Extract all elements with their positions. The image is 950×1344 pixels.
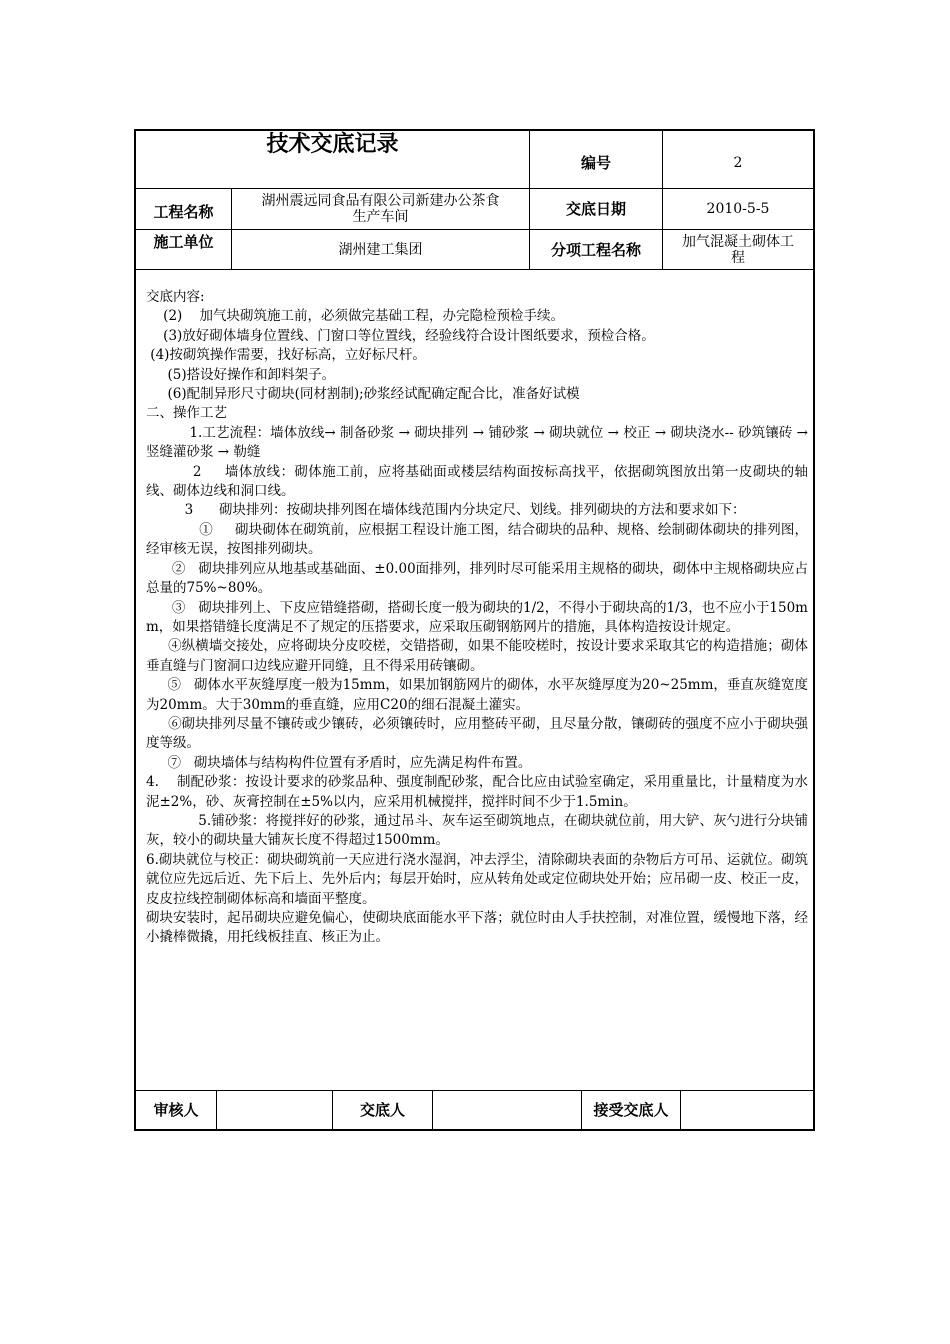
- document-title: 技术交底记录: [266, 132, 399, 157]
- content-paragraph: (3)放好砌体墙身位置线、门窗口等位置线，经验线符合设计图纸要求，预检合格。: [146, 327, 655, 344]
- content-paragraph: 4. 制配砂浆：按设计要求的砂浆品种、强度制配砂浆，配合比应由试验室确定，采用重量比，计量精度为水泥±2%，砂、灰膏控制在±5%以内，应采用机械搅拌，搅拌时间不少于1.5min。: [146, 774, 808, 810]
- date-value: 2010-5-5: [706, 201, 770, 217]
- content-paragraph: 6.砌块就位与校正：砌块砌筑前一天应进行浇水湿润，冲去浮尘，清除砌块表面的杂物后方可吊、运就位。砌筑就位应先远后近、先下后上、先外后内；每层开始时，应从转角处或定位砌块处开始；应吊砌一皮、校正一皮，皮皮拉线控制砌体标高和墙面平整度。: [146, 851, 808, 907]
- sub-project-label: 分项工程名称: [550, 240, 641, 259]
- content-paragraph: 3 砌块排列：按砌块排列图在墙体线范围内分块定尺、划线。排列砌块的方法和要求如下：: [146, 502, 746, 519]
- content-paragraph: 1.工艺流程：墙体放线→ 制备砂浆 → 砌块排列 → 铺砂浆 → 砌块就位 → 校正 → 砌块浇水-- 砂筑镶砖 → 竖缝灌砂浆 → 勒缝: [146, 424, 813, 461]
- contractor-value: 湖州建工集团: [338, 241, 423, 258]
- sub-project-value: 加气混凝土砌体工程: [682, 233, 794, 266]
- content-paragraph: (4)按砌筑操作需要，找好标高，立好标尺杆。: [146, 347, 426, 364]
- content-paragraph: 2 墙体放线：砌体施工前，应将基础面或楼层结构面按标高找平，依据砌筑图放出第一皮砌块的轴线、砌体边线和洞口线。: [146, 463, 809, 500]
- number-label: 编号: [580, 153, 611, 172]
- content-paragraph: ② 砌块排列应从地基或基础面、±0.00面排列，排列时尽可能采用主规格的砌块，砌体中主规格砌块应占总量的75%~80%。: [146, 560, 808, 597]
- content-paragraph: (2) 加气块砌筑施工前，必须做完基础工程，办完隐检预检手续。: [146, 308, 564, 325]
- content-paragraph: ⑤ 砌体水平灰缝厚度一般为15mm，如果加钢筋网片的砌体，水平灰缝厚度为20~25mm，垂直灰缝宽度为20mm。大于30mm的垂直缝，应用C20的细石混凝土灌实。: [146, 677, 808, 713]
- receiver-field[interactable]: [681, 1091, 813, 1129]
- content-paragraph: ① 砌块砌体在砌筑前，应根据工程设计施工图，结合砌块的品种、规格、绘制砌体砌块的排列图，经审核无误，按图排列砌块。: [146, 521, 808, 558]
- reviewer-label: 审核人: [153, 1101, 199, 1119]
- content-paragraph: (5)搭设好操作和卸料架子。: [146, 366, 336, 383]
- content-paragraph: ③ 砌块排列上、下皮应错缝搭砌，搭砌长度一般为砌块的1/2，不得小于砌块高的1/3，也不应小于150mm，如果搭错缝长度满足不了规定的压搭要求，应采取压砌钢筋网片的措施，具体构造按设计规定。: [146, 599, 808, 635]
- content-paragraph: (6)配制异形尺寸砌块(同材割制);砂浆经试配确定配合比，准备好试模: [146, 386, 580, 403]
- reviewer-field[interactable]: [217, 1091, 332, 1129]
- content-paragraph: 交底内容:: [146, 289, 205, 305]
- project-name-value: 湖州震远同食品有限公司新建办公茶食生产车间: [261, 193, 500, 225]
- content-paragraph: 二、操作工艺: [146, 405, 227, 422]
- content-paragraph: 砌块安装时，起吊砌块应避免偏心，使砌块底面能水平下落；就位时由人手扶控制，对准位置，缓慢地下落，经小撬棒微撬，用托线板挂直、核正为止。: [146, 910, 808, 946]
- content-paragraph: 5.铺砂浆：将搅拌好的砂浆，通过吊斗、灰车运至砌筑地点，在砌块就位前，用大铲、灰勺进行分块铺灰，较小的砌块量大铺灰长度不得超过1500mm。: [146, 812, 808, 849]
- disclosure-record-table: [134, 129, 815, 1131]
- presenter-label: 交底人: [359, 1101, 405, 1119]
- presenter-field[interactable]: [433, 1091, 581, 1129]
- date-label: 交底日期: [565, 200, 626, 218]
- receiver-label: 接受交底人: [593, 1101, 669, 1119]
- number-value: 2: [733, 154, 743, 171]
- content-paragraph: ⑦ 砌块墙体与结构构件位置有矛盾时，应先满足构件布置。: [146, 754, 532, 771]
- contractor-label: 施工单位: [153, 233, 214, 251]
- disclosure-content: [146, 288, 813, 948]
- row-divider: [136, 269, 813, 270]
- content-paragraph: ⑥砌块排列尽量不镶砖或少镶砖，必须镶砖时，应用整砖平砌，且尽量分散，镶砌砖的强度不应小于砌块强度等级。: [146, 715, 809, 752]
- content-paragraph: ④纵横墙交接处，应将砌块分皮咬槎，交错搭砌，如果不能咬槎时，按设计要求采取其它的构造措施；砌体垂直缝与门窗洞口边线应避开同缝，且不得采用砖镶砌。: [146, 638, 809, 674]
- project-name-label: 工程名称: [153, 203, 214, 221]
